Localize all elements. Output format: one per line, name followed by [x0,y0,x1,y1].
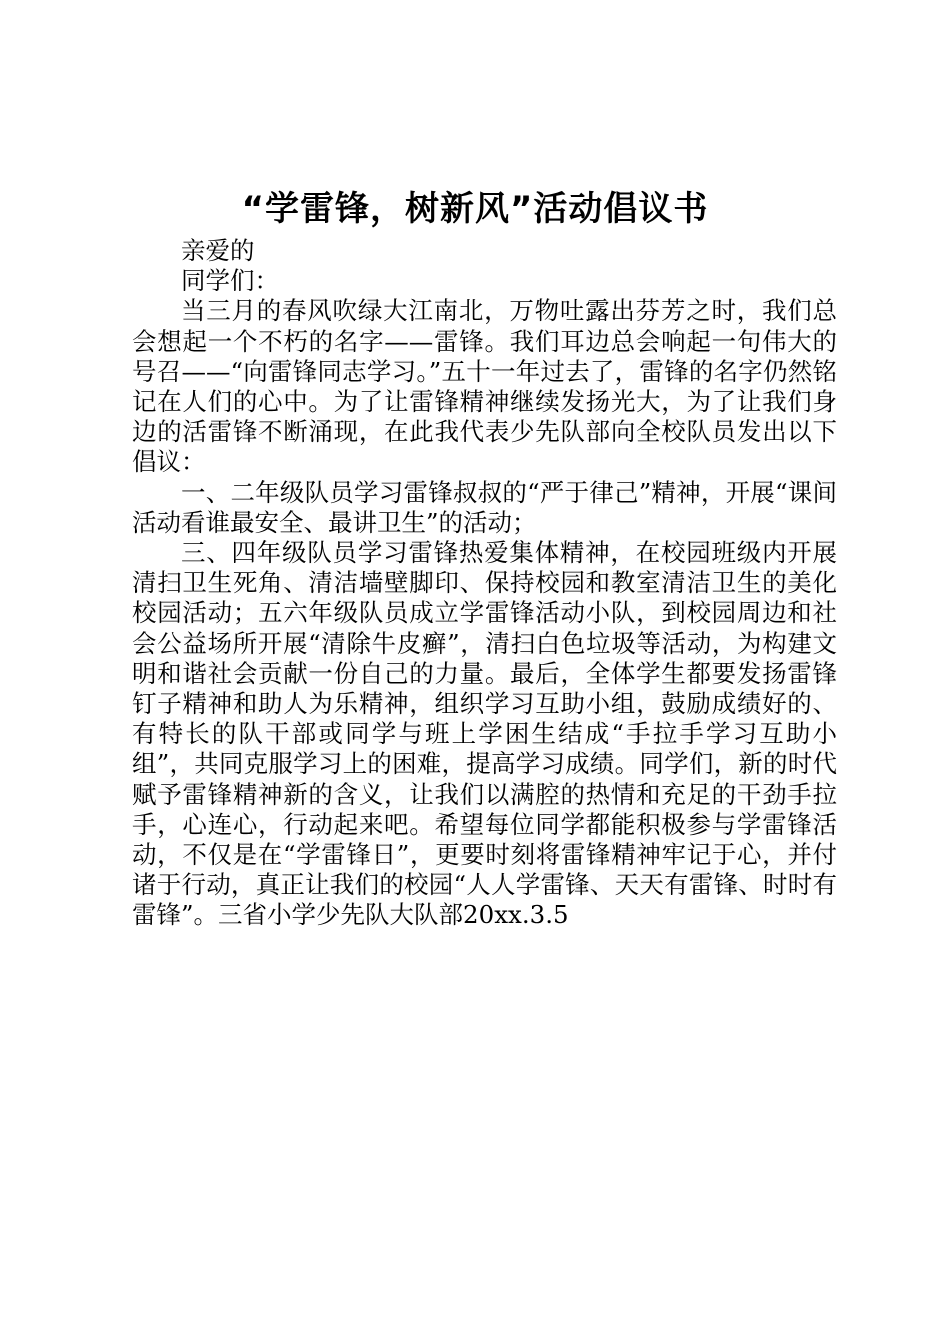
salutation-line-2: 同学们： [181,266,279,296]
paragraph-intro: 当三月的春风吹绿大江南北，万物吐露出芬芳之时，我们总会想起一个不朽的名字——雷锋。我们耳边总会响起一句伟大的号召——“向雷锋同志学习。”五十一年过去了，雷锋的名字仍然铭记在人们的心中。为了让雷锋精神继续发扬光大，为了让我们身边的活雷锋不断涌现，在此我代表少先队部向全校队员发出以下倡议： [132,296,837,477]
document-title: “学雷锋，树新风”活动倡议书 [241,189,709,229]
document-body [132,236,837,931]
paragraph-proposal-1: 一、二年级队员学习雷锋叔叔的“严于律己”精神，开展“课间活动看谁最安全、最讲卫生”的活动； [132,477,837,537]
salutation-line-1: 亲爱的 [181,236,255,265]
paragraph-proposal-2: 三、四年级队员学习雷锋热爱集体精神，在校园班级内开展清扫卫生死角、清洁墙壁脚印、保持校园和教室清洁卫生的美化校园活动；五六年级队员成立学雷锋活动小队，到校园周边和社会公益场所开展“清除牛皮癣”，清扫白色垃圾等活动，为构建文明和谐社会贡献一份自己的力量。最后，全体学生都要发扬雷锋钉子精神和助人为乐精神，组织学习互助小组，鼓励成绩好的、有特长的队干部或同学与班上学困生结成“手拉手学习互助小组”，共同克服学习上的困难，提高学习成绩。同学们，新的时代赋予雷锋精神新的含义，让我们以满腔的热情和充足的干劲手拉手，心连心，行动起来吧。希望每位同学都能积极参与学雷锋活动，不仅是在“学雷锋日”，更要时刻将雷锋精神牢记于心，并付诸于行动，真正让我们的校园“人人学雷锋、天天有雷锋、时时有雷锋”。三省小学少先队大队部20xx.3.5 [132,538,837,930]
